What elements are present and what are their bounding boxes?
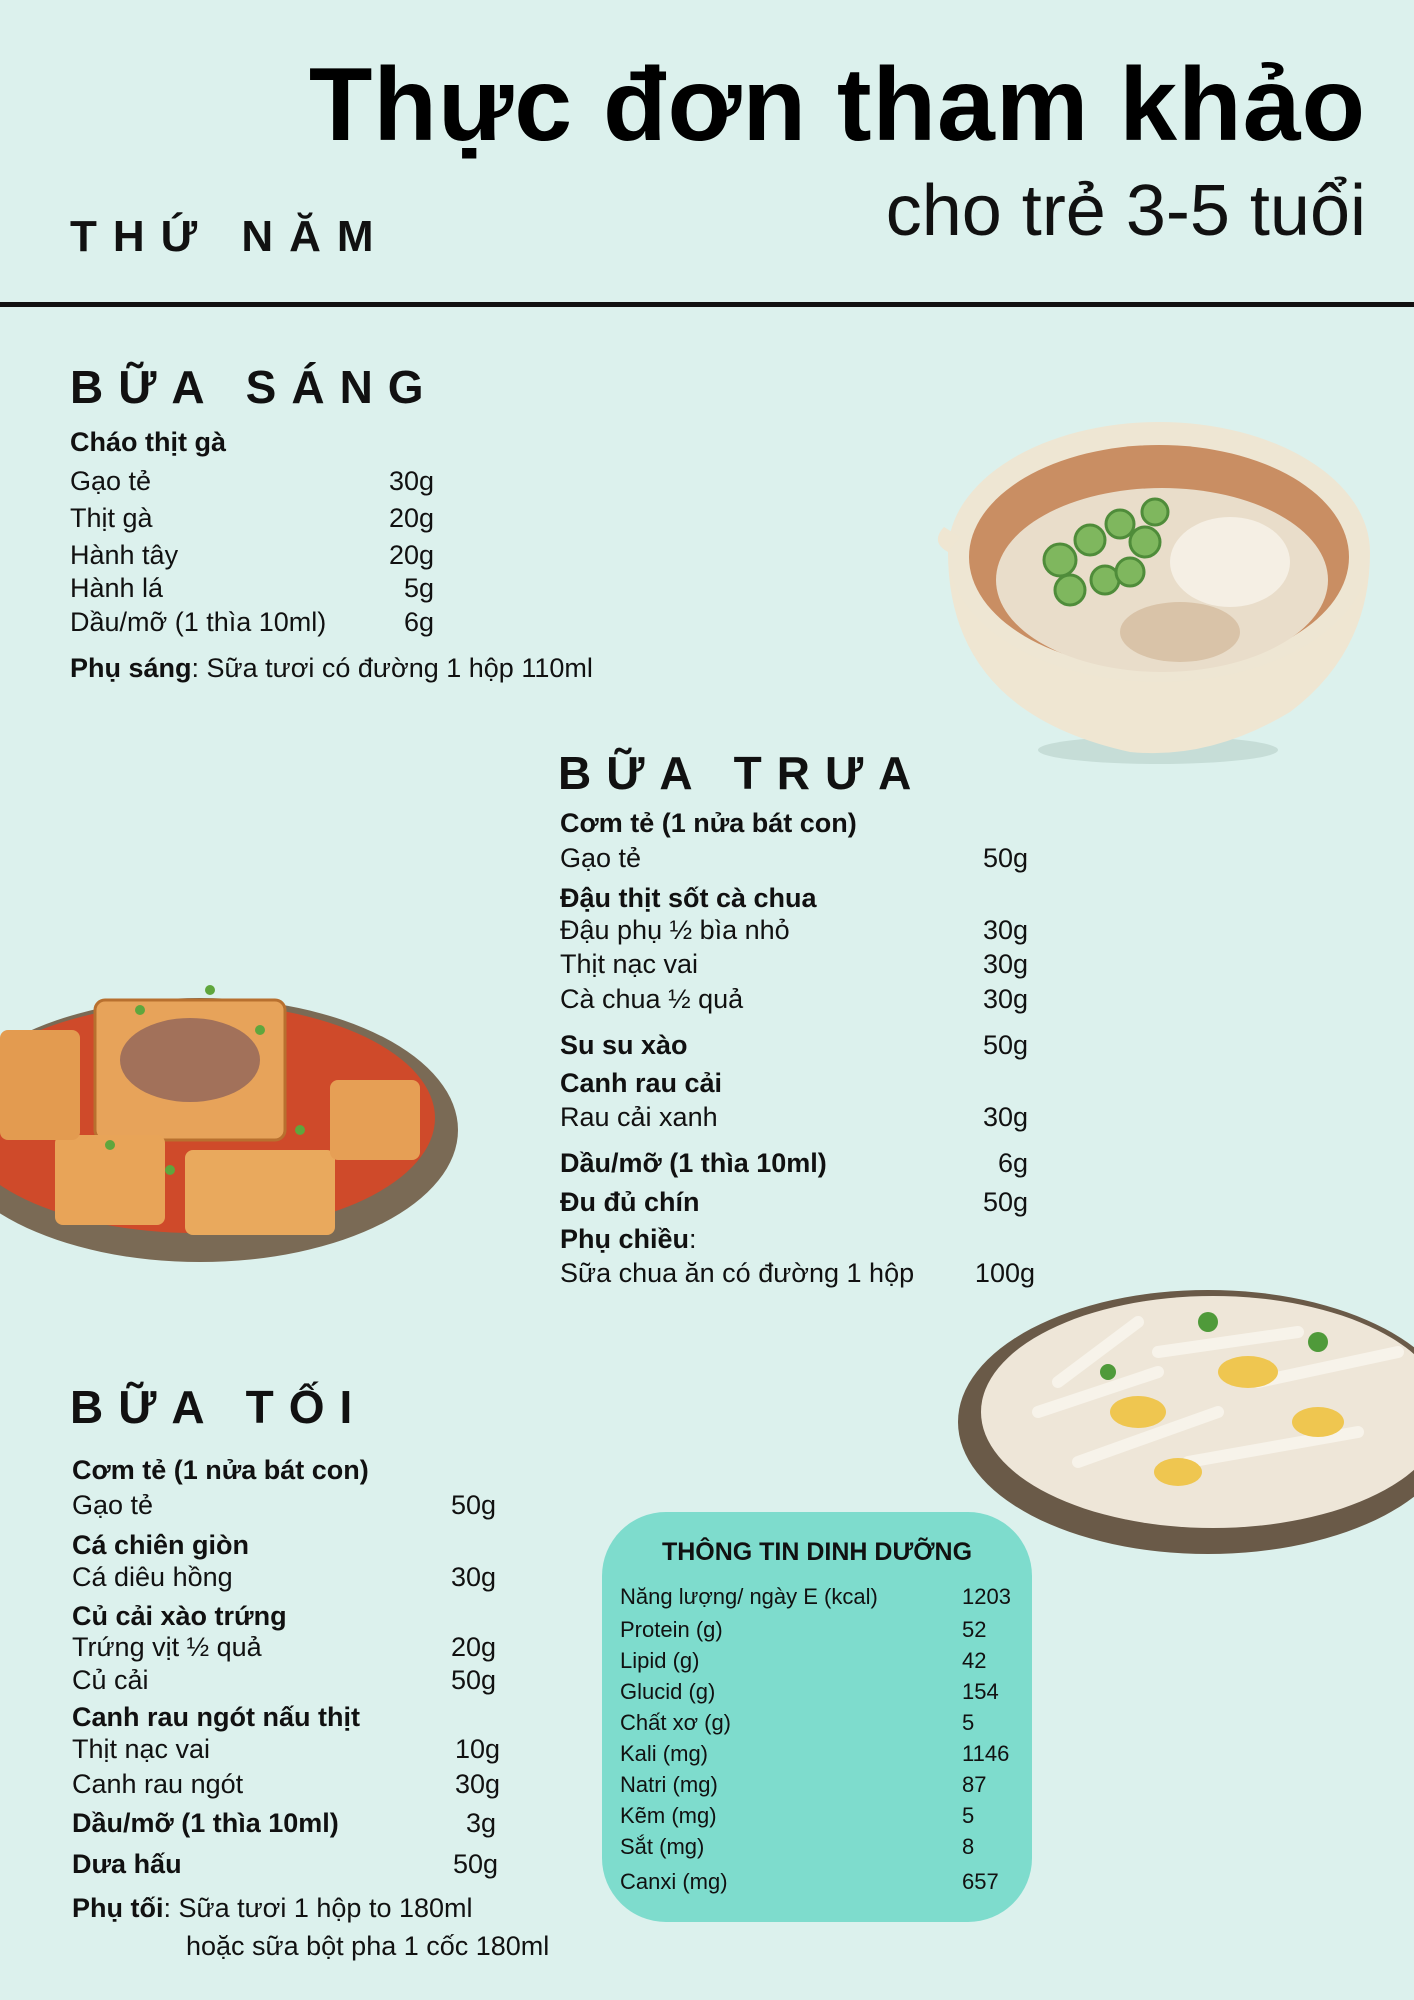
- nutrition-label: Năng lượng/ ngày E (kcal): [620, 1584, 878, 1609]
- ingredient-name: Thịt gà: [70, 503, 153, 533]
- ingredient-amount: 50g: [450, 1490, 496, 1520]
- ingredient-amount: 30g: [982, 949, 1028, 979]
- porridge-bowl-image: [930, 412, 1380, 772]
- lunch-dish: Cơm tẻ (1 nửa bát con): [560, 808, 857, 838]
- ingredient-name: Sữa chua ăn có đường 1 hộp: [560, 1258, 915, 1288]
- ingredient-amount: 100g: [974, 1258, 1035, 1288]
- ingredient-name: Cà chua ½ quả: [560, 984, 744, 1014]
- snack-colon: :: [689, 1224, 697, 1254]
- nutrition-row: [620, 1869, 1015, 1895]
- ingredient-row: [72, 1490, 496, 1521]
- day-label: THỨ NĂM: [70, 212, 390, 261]
- nutrition-value: 87: [962, 1772, 987, 1797]
- ingredient-name: Trứng vịt ½ quả: [72, 1632, 262, 1662]
- ingredient-name: Đậu phụ ½ bìa nhỏ: [560, 915, 790, 945]
- dish-amount: 3g: [465, 1808, 496, 1838]
- dish-row: [560, 1148, 1028, 1179]
- ingredient-amount: 5g: [403, 573, 434, 603]
- ingredient-name: Canh rau ngót: [72, 1769, 244, 1799]
- page-subtitle: cho trẻ 3-5 tuổi: [885, 171, 1366, 251]
- snack-label: Phụ tối: [72, 1893, 164, 1923]
- nutrition-value: 5: [962, 1710, 975, 1735]
- nutrition-value: 657: [962, 1869, 999, 1894]
- nutrition-row: [620, 1710, 1015, 1736]
- ingredient-name: Hành lá: [70, 573, 164, 603]
- nutrition-title: THÔNG TIN DINH DƯỠNG: [661, 1538, 973, 1566]
- snack-text: : Sữa tươi 1 hộp to 180ml: [163, 1893, 473, 1923]
- ingredient-row: [72, 1769, 500, 1804]
- nutrition-label: Glucid (g): [620, 1679, 716, 1704]
- nutrition-label: Sắt (mg): [620, 1834, 705, 1859]
- ingredient-amount: 30g: [982, 915, 1028, 945]
- ingredient-amount: 30g: [982, 984, 1028, 1014]
- dish-name: Đu đủ chín: [560, 1187, 700, 1217]
- dinner-dish: Cơm tẻ (1 nửa bát con): [72, 1455, 369, 1485]
- nutrition-label: Kẽm (mg): [620, 1803, 717, 1828]
- lunch-snack-label: [560, 1224, 697, 1255]
- ingredient-row: [70, 466, 434, 503]
- nutrition-label: Canxi (mg): [620, 1869, 728, 1894]
- nutrition-row: [620, 1584, 1015, 1610]
- ingredient-row: [70, 540, 434, 573]
- lunch-ingredients: [560, 915, 1028, 1019]
- tofu-dish-image: [0, 930, 460, 1280]
- ingredient-amount: 20g: [388, 503, 434, 533]
- dish-row: [560, 1030, 1028, 1061]
- ingredient-row: [70, 573, 434, 607]
- breakfast-snack: [70, 653, 593, 684]
- ingredient-row: [560, 843, 1028, 874]
- ingredient-name: Rau cải xanh: [560, 1102, 718, 1132]
- ingredient-row: [560, 949, 1028, 984]
- page-title: Thực đơn tham khảo: [308, 47, 1366, 163]
- nutrition-value: 52: [962, 1617, 987, 1642]
- snack-label: Phụ sáng: [70, 653, 192, 683]
- nutrition-label: Natri (mg): [620, 1772, 718, 1797]
- nutrition-value: 154: [962, 1679, 999, 1704]
- nutrition-row: [620, 1834, 1015, 1860]
- breakfast-title: BỮA SÁNG: [70, 361, 439, 413]
- dish-name: Dầu/mỡ (1 thìa 10ml): [560, 1148, 827, 1178]
- ingredient-amount: 10g: [454, 1734, 500, 1764]
- ingredient-name: Gạo tẻ: [72, 1490, 154, 1520]
- ingredient-row: [70, 503, 434, 540]
- ingredient-amount: 20g: [450, 1632, 496, 1662]
- nutrition-row: [620, 1617, 1015, 1643]
- ingredient-amount: 50g: [982, 843, 1028, 873]
- radish-egg-dish-image: [958, 1262, 1414, 1562]
- dish-name: Su su xào: [560, 1030, 688, 1060]
- lunch-dish: Đậu thịt sốt cà chua: [560, 883, 817, 913]
- ingredient-row: [72, 1665, 496, 1698]
- ingredient-amount: 20g: [388, 540, 434, 570]
- ingredient-name: Gạo tẻ: [70, 466, 152, 496]
- dish-name: Dưa hấu: [72, 1849, 182, 1879]
- breakfast-dish: Cháo thịt gà: [70, 427, 226, 457]
- ingredient-row: [70, 607, 434, 641]
- dish-row: [72, 1849, 498, 1880]
- dinner-snack: [72, 1893, 473, 1924]
- ingredient-name: Củ cải: [72, 1665, 149, 1695]
- lunch-dish: Canh rau cải: [560, 1068, 723, 1098]
- ingredient-row: [560, 915, 1028, 949]
- ingredient-amount: 30g: [454, 1769, 500, 1799]
- nutrition-row: [620, 1741, 1015, 1767]
- ingredient-amount: 50g: [450, 1665, 496, 1695]
- nutrition-label: Kali (mg): [620, 1741, 709, 1766]
- lunch-title: BỮA TRƯA: [558, 747, 927, 799]
- nutrition-row: [620, 1772, 1015, 1798]
- snack-label: Phụ chiều: [560, 1224, 690, 1254]
- ingredient-name: Thịt nạc vai: [560, 949, 699, 979]
- ingredient-amount: 6g: [403, 607, 434, 637]
- nutrition-value: 42: [962, 1648, 987, 1673]
- ingredient-name: Dầu/mỡ (1 thìa 10ml): [70, 607, 327, 637]
- nutrition-value: 1146: [962, 1741, 1010, 1766]
- dish-amount: 6g: [997, 1148, 1028, 1178]
- ingredient-row: [560, 984, 1028, 1019]
- nutrition-label: Protein (g): [620, 1617, 723, 1642]
- dish-amount: 50g: [452, 1849, 498, 1879]
- dinner-title: BỮA TỐI: [70, 1381, 368, 1433]
- ingredient-row: [72, 1734, 500, 1769]
- ingredient-name: Gạo tẻ: [560, 843, 642, 873]
- dinner-ingredients: [72, 1632, 496, 1698]
- ingredient-name: Hành tây: [70, 540, 179, 570]
- dish-row: [72, 1808, 496, 1839]
- nutrition-row: [620, 1679, 1015, 1705]
- ingredient-name: Thịt nạc vai: [72, 1734, 211, 1764]
- dinner-dish: Củ cải xào trứng: [72, 1601, 287, 1631]
- nutrition-value: 5: [962, 1803, 975, 1828]
- dinner-ingredients: [72, 1734, 500, 1804]
- nutrition-row: [620, 1648, 1015, 1674]
- dish-amount: 50g: [982, 1030, 1028, 1060]
- ingredient-row: [560, 1102, 1028, 1133]
- header-divider: [0, 302, 1414, 307]
- ingredient-amount: 30g: [388, 466, 434, 496]
- ingredient-amount: 30g: [982, 1102, 1028, 1132]
- nutrition-value: 8: [962, 1834, 975, 1859]
- ingredient-row: [72, 1562, 496, 1593]
- dinner-snack-line2: hoặc sữa bột pha 1 cốc 180ml: [186, 1931, 550, 1961]
- nutrition-label: Chất xơ (g): [620, 1710, 732, 1735]
- nutrition-row: [620, 1803, 1015, 1829]
- dinner-dish: Canh rau ngót nấu thịt: [72, 1702, 360, 1732]
- dish-name: Dầu/mỡ (1 thìa 10ml): [72, 1808, 339, 1838]
- dish-row: [560, 1187, 1028, 1218]
- nutrition-value: 1203: [962, 1584, 1011, 1609]
- dish-amount: 50g: [982, 1187, 1028, 1217]
- ingredient-row: [72, 1632, 496, 1665]
- dinner-dish: Cá chiên giòn: [72, 1530, 250, 1560]
- breakfast-ingredients: [70, 466, 434, 641]
- snack-text: : Sữa tươi có đường 1 hộp 110ml: [191, 653, 593, 683]
- nutrition-label: Lipid (g): [620, 1648, 700, 1673]
- ingredient-name: Cá diêu hồng: [72, 1562, 233, 1592]
- ingredient-amount: 30g: [450, 1562, 496, 1592]
